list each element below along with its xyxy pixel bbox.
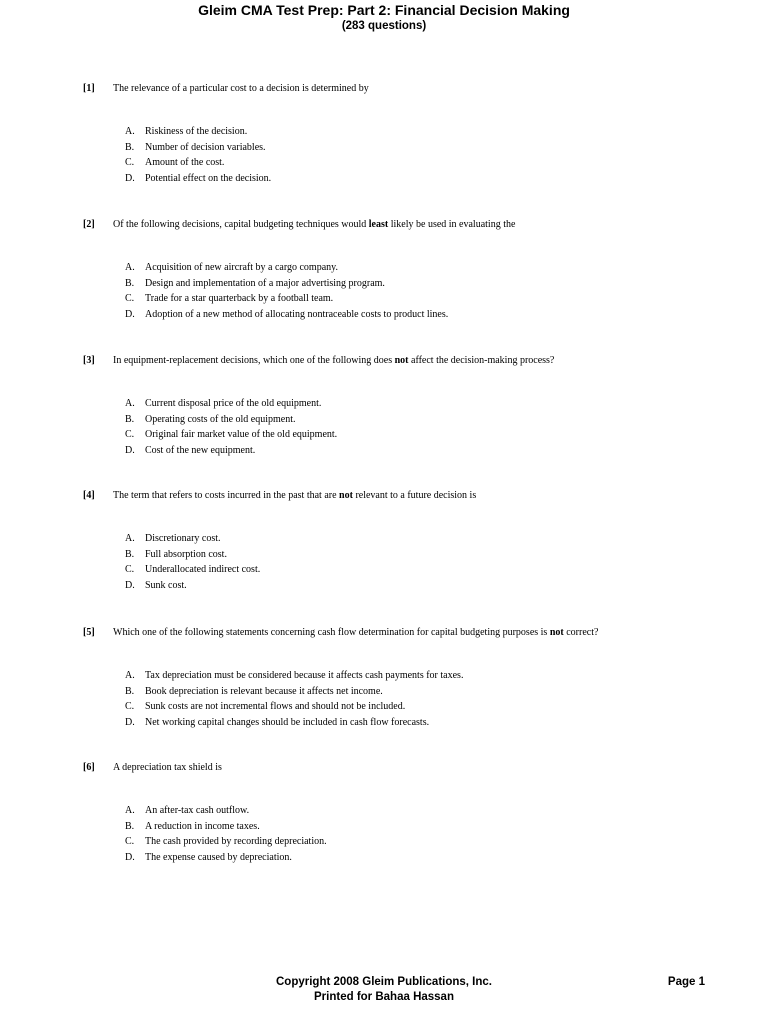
option-text: Sunk cost. <box>145 579 187 591</box>
option-text: Number of decision variables. <box>145 141 266 153</box>
question-number: [1] <box>83 83 95 94</box>
option-letter: B. <box>125 277 135 289</box>
copyright-notice: Copyright 2008 Gleim Publications, Inc. <box>276 976 492 988</box>
answer-option-a <box>125 668 723 684</box>
option-text: Potential effect on the decision. <box>145 172 272 184</box>
option-letter: B. <box>125 685 135 697</box>
option-letter: A. <box>125 533 135 544</box>
question-number: [5] <box>83 627 95 638</box>
answer-option-d <box>125 307 723 323</box>
question-stem <box>83 219 723 231</box>
option-letter: A. <box>125 670 135 681</box>
question-text-part: The relevance of a particular cost to a decision is determined by <box>113 83 369 94</box>
option-text: An after-tax cash outflow. <box>145 805 250 816</box>
answer-options <box>125 803 723 865</box>
option-text: The cash provided by recording depreciation. <box>145 836 327 847</box>
question-text-part: A depreciation tax shield is <box>113 762 222 773</box>
option-letter: A. <box>125 262 135 273</box>
option-letter: C. <box>125 429 135 440</box>
answer-option-c <box>125 834 723 850</box>
answer-option-d <box>125 443 723 459</box>
question-6 <box>83 762 723 865</box>
question-text-part: affect the decision-making process? <box>408 355 555 366</box>
question-stem <box>83 762 723 774</box>
option-letter: A. <box>125 398 135 409</box>
question-stem <box>83 627 723 639</box>
answer-options <box>125 531 723 593</box>
answer-option-a <box>125 260 723 276</box>
option-text: The expense caused by depreciation. <box>145 851 292 863</box>
question-text <box>113 490 476 501</box>
option-letter: C. <box>125 293 135 304</box>
option-letter: D. <box>125 444 135 456</box>
answer-option-a <box>125 803 723 819</box>
question-3 <box>83 355 723 458</box>
printed-for-notice: Printed for Bahaa Hassan <box>314 991 454 1003</box>
question-stem <box>83 490 723 502</box>
page-title: Gleim CMA Test Prep: Part 2: Financial Decision Making <box>198 2 570 18</box>
question-text-part: likely be used in evaluating the <box>388 219 516 230</box>
answer-option-d <box>125 715 723 731</box>
answer-option-a <box>125 531 723 547</box>
option-letter: D. <box>125 579 135 591</box>
option-text: Book depreciation is relevant because it affects net income. <box>145 685 383 697</box>
question-emphasis: not <box>549 627 564 638</box>
answer-option-d <box>125 850 723 866</box>
answer-options <box>125 396 723 458</box>
answer-options <box>125 124 723 186</box>
question-text <box>113 355 554 366</box>
answer-options <box>125 260 723 322</box>
option-text: Riskiness of the decision. <box>145 126 248 137</box>
question-text <box>113 762 222 773</box>
question-stem <box>83 83 723 95</box>
question-2 <box>83 219 723 322</box>
page-footer <box>0 975 768 1005</box>
answer-option-b <box>125 276 723 292</box>
question-text <box>113 627 598 638</box>
answer-option-b <box>125 684 723 700</box>
option-text: Cost of the new equipment. <box>145 444 256 456</box>
option-letter: B. <box>125 548 135 560</box>
option-letter: B. <box>125 141 135 153</box>
question-number: [2] <box>83 219 95 230</box>
answer-option-c <box>125 699 723 715</box>
page-number: Page 1 <box>667 976 705 988</box>
option-letter: C. <box>125 701 135 712</box>
question-text-part: The term that refers to costs incurred in the past that are <box>113 490 340 501</box>
question-number: [3] <box>83 355 95 366</box>
question-number: [4] <box>83 490 95 501</box>
answer-options <box>125 668 723 730</box>
option-letter: B. <box>125 820 135 832</box>
option-text: Amount of the cost. <box>145 157 225 168</box>
option-text: Sunk costs are not incremental flows and should not be included. <box>145 701 406 712</box>
answer-option-c <box>125 427 723 443</box>
option-text: A reduction in income taxes. <box>145 820 260 832</box>
answer-option-b <box>125 547 723 563</box>
answer-option-d <box>125 171 723 187</box>
question-emphasis: least <box>368 219 389 230</box>
question-text-part: correct? <box>563 627 599 638</box>
option-text: Full absorption cost. <box>145 548 227 560</box>
question-text <box>113 83 369 94</box>
answer-option-b <box>125 140 723 156</box>
answer-option-b <box>125 412 723 428</box>
option-text: Tax depreciation must be considered because it affects cash payments for taxes. <box>145 670 464 681</box>
option-letter: A. <box>125 126 135 137</box>
answer-option-c <box>125 562 723 578</box>
answer-option-d <box>125 578 723 594</box>
answer-option-c <box>125 291 723 307</box>
question-text <box>113 219 515 230</box>
question-number: [6] <box>83 762 95 773</box>
option-letter: C. <box>125 157 135 168</box>
question-text-part: Which one of the following statements concerning cash flow determination for capital budgeting purposes is <box>113 627 550 638</box>
page-subtitle: (283 questions) <box>341 20 427 32</box>
question-4 <box>83 490 723 593</box>
option-text: Trade for a star quarterback by a football team. <box>145 293 334 304</box>
option-text: Adoption of a new method of allocating nontraceable costs to product lines. <box>145 308 449 320</box>
page-header <box>0 0 768 33</box>
option-letter: C. <box>125 564 135 575</box>
option-text: Discretionary cost. <box>145 533 221 544</box>
option-text: Net working capital changes should be included in cash flow forecasts. <box>145 716 430 728</box>
option-letter: A. <box>125 805 135 816</box>
question-text-part: relevant to a future decision is <box>352 490 477 501</box>
option-text: Acquisition of new aircraft by a cargo company. <box>145 262 338 273</box>
question-text-part: In equipment-replacement decisions, which one of the following does <box>113 355 395 366</box>
answer-option-b <box>125 819 723 835</box>
question-1 <box>83 83 723 186</box>
option-letter: B. <box>125 413 135 425</box>
option-letter: D. <box>125 172 135 184</box>
option-text: Current disposal price of the old equipment. <box>145 398 322 409</box>
question-text-part: Of the following decisions, capital budgeting techniques would <box>113 219 369 230</box>
option-text: Operating costs of the old equipment. <box>145 413 296 425</box>
answer-option-a <box>125 396 723 412</box>
option-text: Original fair market value of the old equipment. <box>145 429 338 440</box>
question-stem <box>83 355 723 367</box>
question-emphasis: not <box>339 490 353 501</box>
option-letter: D. <box>125 308 135 320</box>
question-emphasis: not <box>394 355 409 366</box>
option-letter: D. <box>125 851 135 863</box>
answer-option-a <box>125 124 723 140</box>
option-text: Underallocated indirect cost. <box>145 564 261 575</box>
option-letter: D. <box>125 716 135 728</box>
option-text: Design and implementation of a major advertising program. <box>145 277 385 289</box>
answer-option-c <box>125 155 723 171</box>
option-letter: C. <box>125 836 135 847</box>
question-5 <box>83 627 723 730</box>
